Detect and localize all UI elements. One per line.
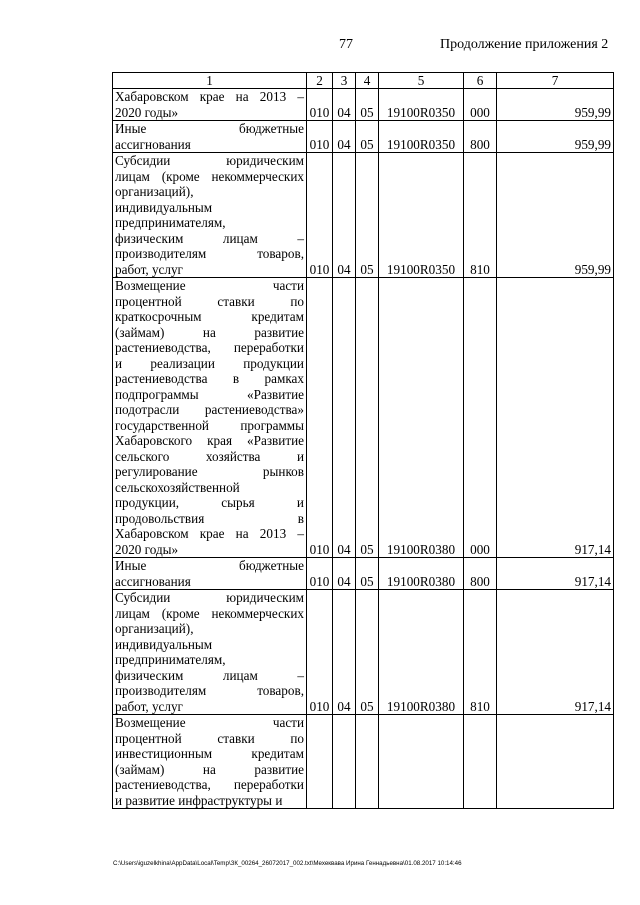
page-number: 77 (339, 37, 353, 52)
description-line: инвестиционным кредитам (115, 746, 304, 761)
target-article-code: 19100R0380 (379, 590, 464, 715)
chapter-code: 04 (333, 590, 356, 715)
expense-type-code: 800 (464, 558, 497, 590)
description-line: Иные бюджетные (115, 121, 304, 136)
description-line: производителям товаров, (115, 683, 304, 698)
description-line: процентной ставки по (115, 730, 304, 746)
table-row (113, 89, 614, 121)
chapter-code: 04 (333, 278, 356, 558)
subchapter-code: 05 (356, 590, 379, 715)
description-line: подпрограммы «Развитие (115, 386, 304, 402)
description-line: (займам) на развитие (115, 761, 304, 777)
description-line: процентной ставки по (115, 293, 304, 309)
description-line: растениеводства, переработки (115, 777, 304, 792)
table-row (113, 558, 614, 590)
column-header: 1 (113, 73, 307, 89)
target-article-code: 19100R0350 (379, 153, 464, 278)
section-code: 010 (307, 558, 333, 590)
description-line: предпринимателям, (115, 652, 226, 667)
target-article-code (379, 715, 464, 809)
description-line: растениеводства, переработки (115, 340, 304, 355)
description-line: индивидуальным (115, 199, 213, 215)
subchapter-code: 05 (356, 89, 379, 121)
row-description (113, 715, 307, 809)
description-line: сельского хозяйства и (115, 448, 304, 464)
column-header: 3 (333, 73, 356, 89)
row-description (113, 89, 307, 121)
section-code: 010 (307, 153, 333, 278)
chapter-code: 04 (333, 121, 356, 153)
description-line: растениеводства в рамках (115, 371, 304, 386)
table-header-row (113, 73, 614, 89)
description-line: ассигнования (115, 573, 191, 589)
description-line: ассигнования (115, 136, 191, 152)
subchapter-code: 05 (356, 153, 379, 278)
chapter-code (333, 715, 356, 809)
row-description (113, 153, 307, 278)
expense-type-code: 000 (464, 89, 497, 121)
target-article-code: 19100R0380 (379, 558, 464, 590)
description-line: производителям товаров, (115, 246, 304, 261)
description-line: регулирование рынков (115, 464, 304, 479)
amount-value: 959,99 (497, 89, 614, 121)
description-line: 2020 годы» (115, 104, 179, 120)
continuation-label: Продолжение приложения 2 (440, 37, 609, 52)
footer-path: C:\Users\iguzelkhina\AppData\Local\Temp\ЗК_00264_26072017_002.txt\Мехеквава Ирина Геннадьевна\01.08.2017 10:14:46 (113, 860, 462, 867)
description-line: Субсидии юридическим (115, 590, 304, 605)
table-row (113, 278, 614, 558)
description-line: подотрасли растениеводства» (115, 402, 304, 417)
target-article-code: 19100R0380 (379, 278, 464, 558)
chapter-code: 04 (333, 153, 356, 278)
amount-value (497, 715, 614, 809)
amount-value: 959,99 (497, 121, 614, 153)
section-code: 010 (307, 121, 333, 153)
description-line: Хабаровского края «Развитие (115, 433, 304, 448)
description-line: и развитие инфраструктуры и (115, 792, 283, 808)
column-header: 5 (379, 73, 464, 89)
row-description (113, 121, 307, 153)
subchapter-code: 05 (356, 558, 379, 590)
budget-table (112, 72, 614, 809)
target-article-code: 19100R0350 (379, 89, 464, 121)
subchapter-code (356, 715, 379, 809)
description-line: сельскохозяйственной (115, 479, 240, 495)
row-description (113, 558, 307, 590)
target-article-code: 19100R0350 (379, 121, 464, 153)
expense-type-code: 810 (464, 590, 497, 715)
description-line: Хабаровском крае на 2013 – (115, 526, 304, 541)
amount-value: 917,14 (497, 278, 614, 558)
row-description (113, 278, 307, 558)
description-line: организаций), (115, 184, 194, 199)
description-line: лицам (кроме некоммерческих (115, 605, 304, 621)
description-line: и реализации продукции (115, 355, 304, 371)
description-line: организаций), (115, 621, 194, 636)
description-line: Хабаровском крае на 2013 – (115, 89, 304, 104)
description-line: работ, услуг (115, 698, 183, 714)
description-line: Субсидии юридическим (115, 153, 304, 168)
description-line: 2020 годы» (115, 541, 179, 557)
chapter-code: 04 (333, 89, 356, 121)
section-code (307, 715, 333, 809)
description-line: (займам) на развитие (115, 324, 304, 340)
description-line: предпринимателям, (115, 215, 226, 230)
description-line: краткосрочным кредитам (115, 309, 304, 324)
description-line: работ, услуг (115, 261, 183, 277)
column-header: 4 (356, 73, 379, 89)
subchapter-code: 05 (356, 278, 379, 558)
description-line: физическим лицам – (115, 230, 304, 246)
description-line: Возмещение части (115, 278, 304, 293)
description-line: индивидуальным (115, 636, 213, 652)
table-row (113, 590, 614, 715)
description-line: продукции, сырья и (115, 495, 304, 510)
description-line: Иные бюджетные (115, 558, 304, 573)
section-code: 010 (307, 278, 333, 558)
section-code: 010 (307, 89, 333, 121)
expense-type-code (464, 715, 497, 809)
section-code: 010 (307, 590, 333, 715)
description-line: физическим лицам – (115, 667, 304, 683)
expense-type-code: 000 (464, 278, 497, 558)
row-description (113, 590, 307, 715)
table-row (113, 121, 614, 153)
column-header: 6 (464, 73, 497, 89)
column-header: 2 (307, 73, 333, 89)
column-header: 7 (497, 73, 614, 89)
description-line: государственной программы (115, 417, 304, 433)
expense-type-code: 810 (464, 153, 497, 278)
table-row (113, 153, 614, 278)
amount-value: 917,14 (497, 558, 614, 590)
expense-type-code: 800 (464, 121, 497, 153)
amount-value: 917,14 (497, 590, 614, 715)
description-line: продовольствия в (115, 510, 304, 526)
description-line: лицам (кроме некоммерческих (115, 168, 304, 184)
subchapter-code: 05 (356, 121, 379, 153)
chapter-code: 04 (333, 558, 356, 590)
amount-value: 959,99 (497, 153, 614, 278)
description-line: Возмещение части (115, 715, 304, 730)
table-row (113, 715, 614, 809)
table-body (113, 89, 614, 809)
